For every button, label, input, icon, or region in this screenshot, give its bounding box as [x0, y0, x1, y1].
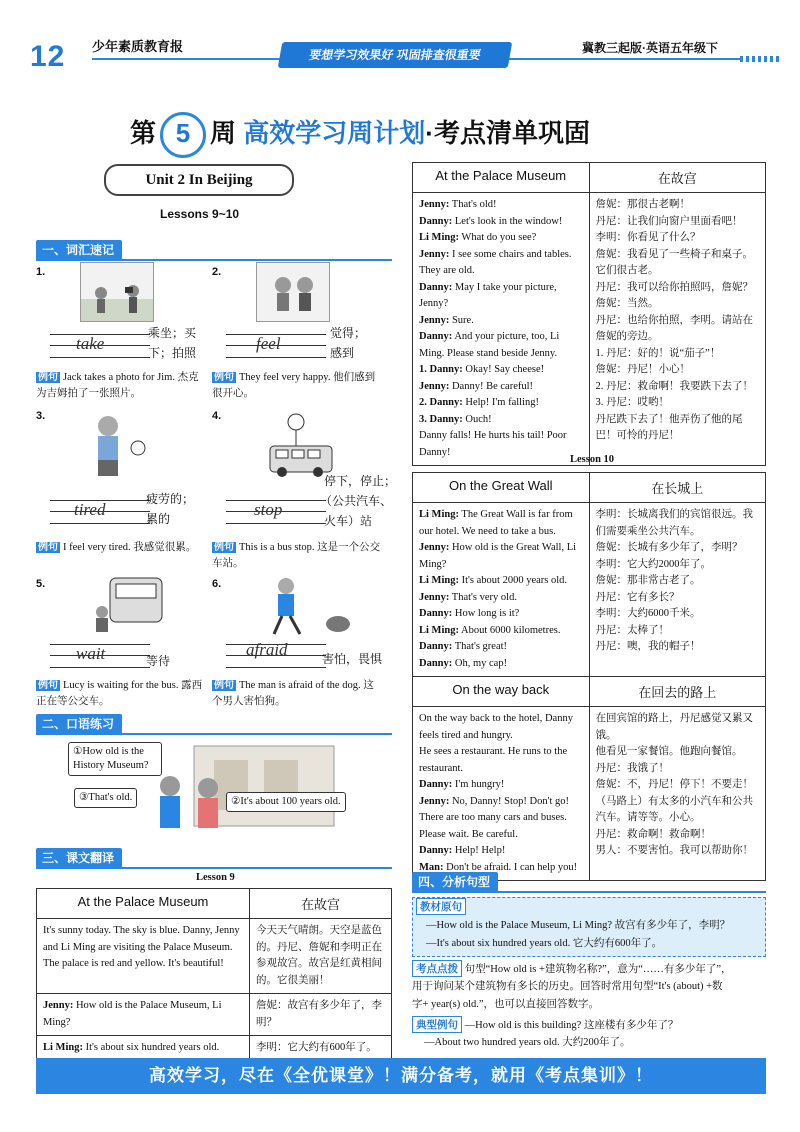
translation-line: 詹妮：当然。	[595, 298, 659, 309]
translation-line: 2. 丹尼：救命啊！我要跌下去了！	[595, 380, 753, 392]
title-week: 周	[210, 117, 237, 148]
edition-label: 冀教三起版·英语五年级下	[582, 41, 718, 55]
table-row	[413, 707, 766, 881]
translation-line: 詹妮：那很古老啊！	[595, 199, 690, 210]
dialogue-line	[419, 573, 583, 590]
line-text: About 6000 kilometres.	[461, 624, 561, 636]
example-line-1	[412, 1016, 766, 1034]
vocab-meaning: 觉得；	[330, 326, 367, 340]
speaker: Danny:	[419, 331, 453, 342]
line-text: Okay! Say cheese!	[465, 364, 545, 375]
table-row	[37, 994, 392, 1036]
vocab-example	[36, 368, 206, 402]
table-header-cn: 在长城上	[589, 473, 766, 503]
title-sub: ·考点清单巩固	[425, 117, 590, 148]
translation-line: 詹妮：那非常古老了。	[595, 575, 701, 586]
dialogue-line	[419, 395, 583, 412]
table-cell-cn	[589, 193, 766, 466]
example-tag: 例句	[214, 542, 234, 553]
table-header-row	[413, 163, 766, 193]
dialogue-line	[419, 590, 583, 607]
children-illustration	[257, 263, 329, 321]
speaker: Jenny:	[419, 199, 450, 210]
line-text: No, Danny! Stop! Don't go! There are too many cars and buses. Please wait. Be careful.	[419, 795, 570, 840]
table-cell-en: It's sunny today. The sky is blue. Danny, Jenny and Li Ming are visiting the Palace Museum. The palace is red and yellow. It's beautiful!	[37, 919, 250, 994]
table-header-en: At the Palace Museum	[37, 889, 250, 919]
vocab-picture-tired	[80, 408, 150, 484]
vocab-meaning: 停下，停止；	[324, 474, 397, 488]
line-text: Help! Help!	[454, 845, 506, 856]
line-text: Danny falls! He hurts his tail! Poor Danny!	[419, 430, 567, 458]
vocab-word-wait: wait	[76, 644, 106, 663]
speaker: Li Ming:	[43, 1042, 83, 1053]
table-row	[413, 503, 766, 677]
translation-line: 詹妮：我看见了一些椅子和桌子。它们很古老。	[595, 248, 753, 276]
table-header-en: On the way back	[413, 677, 590, 707]
speaker: Jenny:	[419, 248, 450, 260]
table-header-row	[413, 473, 766, 503]
point-line-3: 字+ year(s) old.”，也可以直接回答数字。	[412, 999, 600, 1010]
dialogue-line	[419, 280, 583, 313]
speaker: Jenny:	[419, 314, 450, 326]
dialogue-line	[419, 777, 583, 794]
line-text: Sure.	[451, 314, 474, 326]
lesson-10-label: Lesson 10	[570, 454, 615, 465]
vocab-word-stop: stop	[254, 500, 283, 519]
oral-reply-3: ③That's old.	[74, 788, 137, 808]
vocab-word-feel: feel	[256, 334, 281, 353]
oral-answer-2: ②It's about 100 years old.	[226, 792, 346, 812]
vocab-example	[36, 676, 206, 710]
vocab-picture-stop	[262, 410, 342, 480]
speaker: Li Ming:	[419, 575, 459, 586]
speaker: 3. Danny:	[419, 413, 463, 425]
vocab-word-take: take	[76, 334, 105, 353]
vocab-meaning: （公共汽车、	[320, 494, 393, 508]
line-text: It's about six hundred years old.	[85, 1042, 220, 1053]
vocab-number: 2.	[212, 266, 222, 278]
line-text: How old is the Great Wall, Li Ming?	[419, 542, 577, 570]
speaker: Man:	[419, 861, 444, 873]
speaker: Danny:	[419, 641, 453, 652]
translation-line: 丹尼：救命啊！救命啊！	[595, 828, 711, 840]
vocab-meaning: 害怕，畏惧	[322, 652, 383, 666]
table-cell-cn: 詹妮：故宫有多少年了，李明？	[250, 994, 392, 1036]
unit-banner: Unit 2 In Beijing	[104, 164, 294, 196]
example-tag: 例句	[38, 372, 58, 383]
dialogue-line	[419, 639, 583, 656]
vocab-meaning: 疲劳的；	[146, 492, 195, 506]
page-title	[130, 112, 690, 148]
example-text: Lucy is waiting for the bus. 露西正在等公交车。	[36, 680, 203, 707]
vocab-number: 1.	[36, 266, 46, 278]
vocab-picture-feel	[256, 262, 330, 322]
header-stripes	[740, 56, 780, 62]
line-text: How long is it?	[454, 608, 520, 619]
table-cell-en	[37, 994, 250, 1036]
translation-line: 丹尼：让我们向窗户里面看吧！	[595, 215, 743, 227]
table-header-en: At the Palace Museum	[413, 163, 590, 193]
table-cell-cn	[589, 503, 766, 677]
speaker: Li Ming:	[419, 624, 459, 636]
afraid-man-illustration	[246, 574, 356, 638]
dialogue-line	[419, 843, 583, 860]
vocab-number: 6.	[212, 578, 222, 590]
line-text: That's very old.	[451, 591, 517, 603]
table-cell-cn	[589, 707, 766, 881]
vocab-number: 3.	[36, 410, 46, 422]
dialogue-line	[419, 623, 583, 640]
speaker: 1. Danny:	[419, 364, 463, 375]
translation-line: 男人：不要害怕。我可以帮助你！	[595, 845, 753, 856]
point-text: 句型“How old is +建筑物名称?”，意为“……有多少年了”，	[464, 964, 732, 975]
line-text: Don't be afraid. I can help you!	[446, 861, 578, 873]
translation-line: 詹妮：长城有多少年了，李明？	[595, 542, 743, 553]
example-tag: 例句	[38, 680, 58, 691]
table-cell-en	[413, 707, 590, 881]
vocab-number: 4.	[212, 410, 222, 422]
dialogue-line: On the way back to the hotel, Danny feels tired and hungry.	[419, 713, 573, 741]
vocab-picture-afraid	[246, 574, 356, 638]
vocab-meaning: 火车）站	[324, 514, 373, 528]
speaker: Danny:	[419, 608, 453, 619]
dialogue-line	[419, 606, 583, 623]
source-line-2: —It's about six hundred years old. 它大约有600年了。	[426, 938, 663, 949]
translation-line: 李明：它大约2000年了。	[595, 558, 711, 570]
vocab-word-afraid: afraid	[246, 640, 288, 659]
speaker: Jenny:	[419, 795, 450, 807]
palace-continued-table	[412, 162, 766, 466]
vocab-picture-wait	[90, 574, 166, 634]
section-translation-label: 三、课文翻译	[36, 848, 122, 868]
example-text: I feel very tired. 我感觉很累。	[63, 542, 197, 553]
table-row	[413, 193, 766, 466]
speaker: Jenny:	[419, 591, 450, 603]
dialogue-line	[419, 362, 583, 379]
vocab-meaning: 等待	[146, 654, 171, 668]
translation-line: 詹妮：丹尼！小心！	[595, 364, 690, 375]
dialogue-line	[419, 656, 583, 673]
table-header-row	[413, 677, 766, 707]
translation-line: 3. 丹尼：哎哟！	[595, 397, 669, 408]
line-text: The Great Wall is far from our hotel. We need to take a bus.	[419, 509, 573, 537]
example-tag: 例句	[214, 372, 234, 383]
example-text: This is a bus stop. 这是一个公交车站。	[212, 542, 381, 569]
dialogue-line	[419, 412, 583, 429]
dialogue-line	[419, 313, 583, 330]
title-main: 高效学习周计划	[243, 117, 426, 148]
dialogue-line	[419, 214, 583, 231]
table-header-cn: 在故宫	[589, 163, 766, 193]
section-translation-rule	[36, 867, 392, 869]
newspaper-name: 少年素质教育报	[92, 39, 184, 54]
lesson-9-label: Lesson 9	[196, 872, 235, 883]
vocab-word-tired: tired	[74, 500, 106, 519]
dialogue-line	[419, 794, 583, 844]
table-header-cn: 在故宫	[250, 889, 392, 919]
dialogue-line	[419, 507, 583, 540]
vocab-meaning: 下；拍照	[148, 346, 197, 360]
dialogue-line	[419, 197, 583, 214]
translation-line: 丹尼跌下去了！他弄伤了他的尾巴！可怜的丹尼！	[595, 413, 743, 441]
dialogue-line	[419, 230, 583, 247]
oral-question-1: ①How old is the History Museum?	[68, 742, 162, 776]
speaker: Danny:	[419, 215, 453, 227]
line-text: Ouch!	[465, 413, 492, 425]
translation-line: 他看见一家餐馆。他跑向餐馆。	[595, 746, 743, 757]
translation-line: 丹尼：也给你拍照，李明。请站在詹妮的旁边。	[595, 314, 753, 342]
speaker: Danny:	[419, 779, 453, 790]
translation-line: 1. 丹尼：好的！说“茄子”！	[595, 347, 721, 359]
speaker: Danny:	[419, 845, 453, 856]
vocab-example	[36, 538, 206, 556]
lessons-range: Lessons 9~10	[160, 207, 240, 221]
table-cell-cn: 李明：它大约有600年了。	[250, 1036, 392, 1062]
speaker: Jenny:	[419, 380, 450, 392]
vocab-meaning: 乘坐；买	[148, 326, 197, 340]
vocab-example	[212, 538, 382, 572]
speaker: Danny:	[419, 281, 453, 293]
line-text: I'm hungry!	[454, 779, 505, 790]
table-header-en: On the Great Wall	[413, 473, 590, 503]
table-header-row	[37, 889, 392, 919]
vocab-number: 5.	[36, 578, 46, 590]
header-slogan: 要想学习效果好 巩固排查很重要	[278, 42, 513, 68]
translation-line: 丹尼：噢，我的帽子！	[595, 641, 701, 652]
section-analysis-label: 四、分析句型	[412, 872, 498, 892]
dialogue-line	[419, 247, 583, 280]
speaker: Li Ming:	[419, 232, 459, 243]
example-text: —How old is this building? 这座楼有多少年了？	[464, 1020, 679, 1031]
week-number-badge: 5	[160, 112, 206, 158]
example-tag: 例句	[214, 680, 234, 691]
section-oral-rule	[36, 733, 392, 735]
line-text: I see some chairs and tables. They are old.	[419, 248, 572, 276]
speaker: Li Ming:	[419, 509, 459, 520]
line-text: That's great!	[454, 641, 508, 652]
translation-line: 丹尼：它有多长？	[595, 591, 680, 603]
table-header-cn: 在回去的路上	[589, 677, 766, 707]
table-cell-en	[413, 503, 590, 677]
footer-banner: 高效学习，尽在《全优课堂》！满分备考，就用《考点集训》！	[36, 1058, 766, 1094]
translation-line: 詹妮：不，丹尼！停下！不要走！（马路上）有太多的小汽车和公共汽车。请等等。小心。	[595, 779, 753, 823]
translation-line: 在回宾馆的路上，丹尼感觉又累又饿。	[595, 713, 753, 741]
photo-illustration	[81, 263, 153, 321]
table-cell-cn: 今天天气晴朗。天空是蓝色的。丹尼、詹妮和李明正在参观故宫。故宫是红黄相间的。它很美丽！	[250, 919, 392, 994]
tired-boy-illustration	[80, 408, 150, 484]
section-vocab-rule	[36, 259, 392, 261]
line-text: What do you see?	[461, 232, 537, 243]
source-tag	[416, 898, 466, 916]
waiting-illustration	[90, 574, 166, 634]
translation-line: 李明：你看见了什么？	[595, 232, 701, 243]
point-line-2: 用于询问某个建筑物有多长的历史。回答时常用句型“It's (about) +数	[412, 981, 723, 992]
line-text: Let's look in the window!	[454, 215, 563, 227]
tag-label: 考点点拨	[412, 960, 462, 977]
example-text: The man is afraid of the dog. 这个男人害怕狗。	[212, 680, 374, 707]
dialogue-line	[419, 428, 583, 461]
source-line-1: —How old is the Palace Museum, Li Ming? 故宫有多少年了，李明？	[426, 920, 731, 931]
speaker: Danny:	[419, 657, 453, 669]
example-text: Jack takes a photo for Jim. 杰克为吉姆拍了一张照片。	[36, 372, 199, 399]
line-text: How old is the Palace Museum, Li Ming?	[43, 1000, 222, 1028]
section-oral-label: 二、口语练习	[36, 714, 122, 734]
example-line-2: —About two hundred years old. 大约200年了。	[424, 1037, 631, 1048]
dialogue-line	[419, 379, 583, 396]
speaker: 2. Danny:	[419, 397, 463, 408]
dialogue-line: He sees a restaurant. He runs to the restaurant.	[419, 746, 568, 774]
speaker: Jenny:	[419, 542, 450, 553]
example-text: They feel very happy. 他们感到很开心。	[212, 372, 376, 399]
translation-line: 李明：大约6000千米。	[595, 608, 701, 619]
table-row	[37, 919, 392, 994]
page-number: 12	[30, 40, 66, 73]
table-cell-en	[413, 193, 590, 466]
title-prefix: 第	[130, 117, 157, 148]
vocab-example	[212, 676, 382, 710]
vocab-meaning: 感到	[330, 346, 355, 360]
bus-stop-illustration	[262, 410, 342, 480]
line-text: It's about 2000 years old.	[461, 575, 568, 586]
page-header	[0, 0, 800, 90]
vocab-picture-take	[80, 262, 154, 322]
tag-label: 教材原句	[416, 898, 466, 915]
translation-line: 丹尼：我饿了！	[595, 762, 669, 774]
section-vocab-label: 一、词汇速记	[36, 240, 122, 260]
vocab-meaning: 累的	[146, 512, 171, 526]
tag-label: 典型例句	[412, 1016, 462, 1033]
dialogue-line	[419, 329, 583, 362]
section-analysis-rule	[412, 891, 766, 893]
speaker: Jenny:	[43, 1000, 74, 1011]
example-tag: 例句	[38, 542, 58, 553]
line-text: And your picture, too, Li Ming. Please stand beside Jenny.	[419, 331, 560, 359]
line-text: Oh, my cap!	[454, 657, 508, 669]
translation-line: 丹尼：我可以给你拍照吗，詹妮？	[595, 281, 753, 293]
lesson-9-table	[36, 888, 392, 1062]
translation-line: 李明：长城离我们的宾馆很远。我们需要乘坐公共汽车。	[595, 509, 753, 537]
point-line-1	[412, 960, 766, 978]
vocab-example	[212, 368, 382, 402]
dialogue-line	[419, 540, 583, 573]
line-text: Danny! Be careful!	[451, 380, 534, 392]
translation-line: 丹尼：太棒了！	[595, 624, 669, 636]
line-text: That's old!	[451, 199, 497, 210]
great-wall-table	[412, 472, 766, 881]
line-text: Help! I'm falling!	[465, 397, 540, 408]
line-text: May I take your picture, Jenny?	[419, 281, 557, 309]
